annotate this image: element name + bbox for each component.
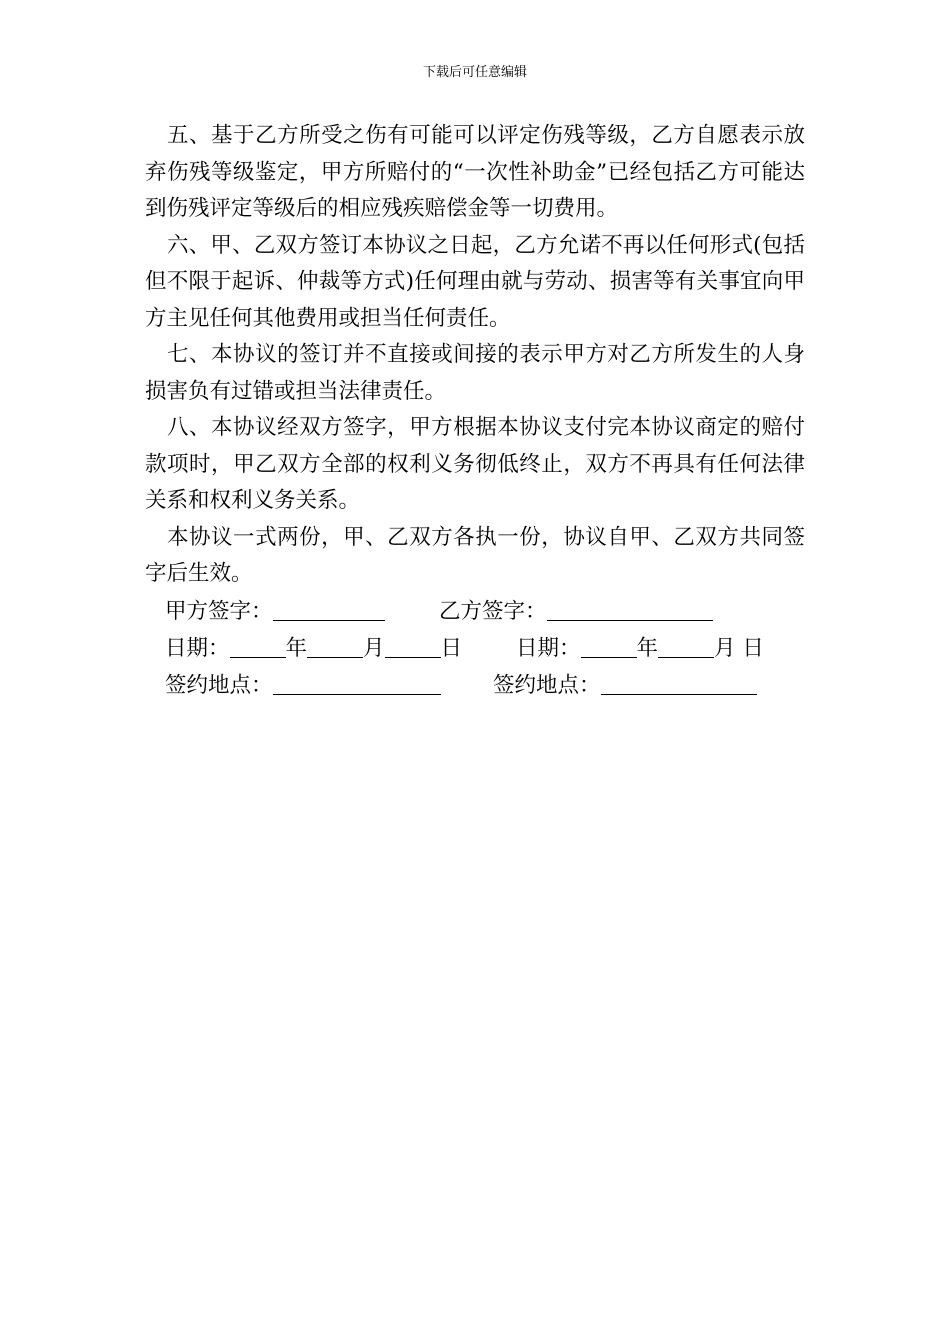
party-a-year-blank[interactable] bbox=[230, 635, 286, 658]
clause-6: 六、甲、乙双方签订本协议之日起，乙方允诺不再以任何形式(包括但不限于起诉、仲裁等方式)任何理由就与劳动、损害等有关事宜向甲方主见任何其他费用或担当任何责任。 bbox=[145, 232, 805, 331]
party-a-signature bbox=[165, 593, 385, 630]
clause-8: 八、本协议经双方签字，甲方根据本协议支付完本协议商定的赔付款项时，甲乙双方全部的权利义务彻低终止，双方不再具有任何法律关系和权利义务关系。 bbox=[145, 415, 805, 513]
place-row bbox=[145, 667, 805, 704]
party-a-place-line[interactable] bbox=[273, 672, 441, 695]
party-a-month-label: 月 bbox=[363, 635, 385, 661]
header-note: 下载后可任意编辑 bbox=[422, 65, 527, 80]
document-body bbox=[145, 118, 805, 704]
date-row bbox=[145, 630, 805, 667]
party-a-place bbox=[165, 667, 441, 704]
party-b-place-label: 签约地点： bbox=[493, 672, 601, 698]
party-b-day-label: 日 bbox=[742, 635, 764, 661]
party-b-place-line[interactable] bbox=[601, 672, 757, 695]
party-b-label: 乙方签字： bbox=[439, 598, 547, 624]
party-b-signature bbox=[439, 593, 713, 630]
party-b-year-blank[interactable] bbox=[581, 635, 637, 658]
party-a-date-label: 日期： bbox=[165, 635, 230, 661]
clause-5: 五、基于乙方所受之伤有可能可以评定伤残等级，乙方自愿表示放弃伤残等级鉴定，甲方所赔付的“一次性补助金”已经包括乙方可能达到伤残评定等级后的相应残疾赔偿金等一切费用。 bbox=[145, 123, 805, 221]
signature-row bbox=[145, 593, 805, 630]
party-a-date bbox=[165, 630, 462, 667]
party-a-signature-line[interactable] bbox=[273, 598, 385, 621]
party-b-month-label: 月 bbox=[714, 635, 736, 661]
party-b-date bbox=[516, 630, 764, 667]
party-a-year-label: 年 bbox=[285, 635, 308, 661]
clause-7: 七、本协议的签订并不直接或间接的表示甲方对乙方所发生的人身损害负有过错或担当法律责任。 bbox=[145, 342, 805, 404]
party-a-month-blank[interactable] bbox=[307, 635, 363, 658]
party-b-signature-line[interactable] bbox=[547, 598, 713, 621]
party-a-label: 甲方签字： bbox=[165, 598, 273, 624]
closing-clause: 本协议一式两份，甲、乙双方各执一份，协议自甲、乙双方共同签字后生效。 bbox=[145, 524, 805, 586]
party-b-year-label: 年 bbox=[636, 635, 659, 661]
party-b-month-blank[interactable] bbox=[658, 635, 714, 658]
party-b-place bbox=[493, 667, 757, 704]
party-b-date-label: 日期： bbox=[516, 635, 581, 661]
party-a-day-blank[interactable] bbox=[385, 635, 441, 658]
party-a-day-label: 日 bbox=[440, 635, 463, 661]
party-a-place-label: 签约地点： bbox=[165, 672, 273, 698]
